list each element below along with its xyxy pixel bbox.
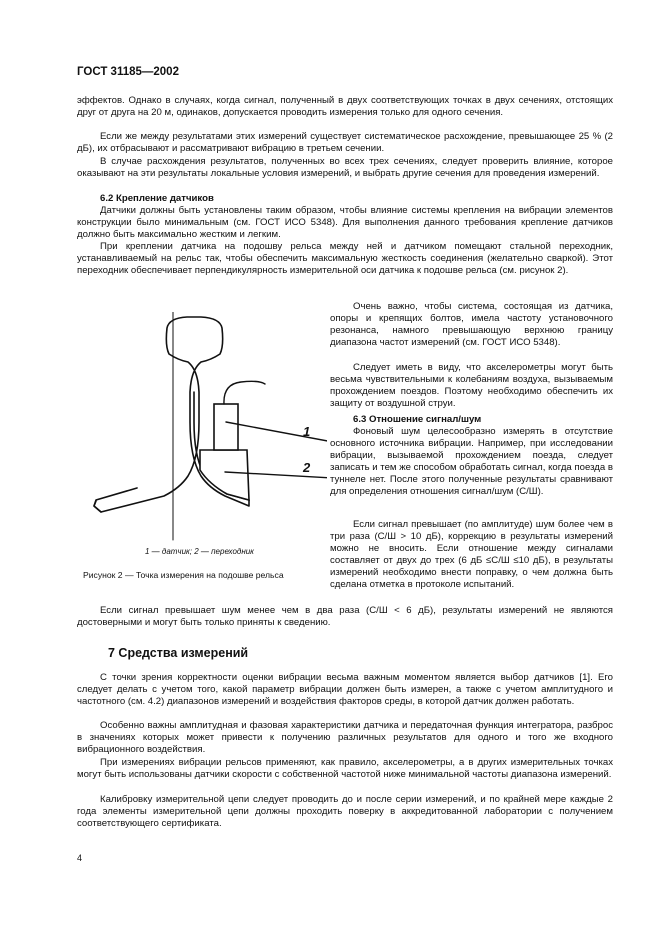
- page-number: 4: [77, 853, 83, 863]
- paragraph-7-2: Особенно важны амплитудная и фазовая характеристики датчика и передаточная функция интегратора, разброс в значениях которых может привести к получению различных результатов для одного и того же входного вибрационного воздействия.: [77, 720, 613, 756]
- document-header: ГОСТ 31185—2002: [77, 66, 179, 78]
- paragraph-6-2-2: При креплении датчика на подошву рельса между ней и датчиком помещают стальной переходник, устанавливаемый на рельс так, чтобы обеспечить максимальную жесткость соединения (желательно сваркой). Этот переходник обеспечивает перпендикулярность измерительной оси датчика к подошве рельса (см. рисунок 2).: [77, 241, 613, 277]
- sensor-shape: [214, 404, 238, 450]
- figure-label-1: 1: [303, 424, 311, 439]
- sensor-cable: [224, 381, 265, 404]
- paragraph-7-4: Калибровку измерительной цепи следует проводить до и после серии измерений, и по крайней мере каждые 2 года элементы измерительной цепи должны проходить поверку в аккредитованной лаборатории с получением соответствующего сертификата.: [77, 794, 613, 830]
- paragraph-three-sections: В случае расхождения результатов, полученных во всех трех сечениях, следует проверить влияние, которое оказывают на эти результаты локальные условия измерений, и выбрать другие сечения для проведения измерений.: [77, 156, 613, 180]
- figure-2: [77, 312, 327, 582]
- leader-line-1: [226, 422, 327, 442]
- rail-drawing: [77, 312, 327, 542]
- paragraph-discrepancy: Если же между результатами этих измерений существует систематическое расхождение, превышающее 25 % (2 дБ), их отбрасывают и рассматривают вибрацию в третьем сечении.: [77, 131, 613, 155]
- paragraph-6-3-2: Если сигнал превышает (по амплитуде) шум более чем в три раза (С/Ш > 10 дБ), коррекцию в результаты измерений можно не вносить. Если отношение между сигналами составляет от двух до трех (6 дБ ≤С/Ш ≤10 дБ), в результаты измерений необходимо внести поправку, о чем должна быть сделана отметка в протоколе испытаний.: [330, 519, 613, 591]
- paragraph-effects: эффектов. Однако в случаях, когда сигнал, полученный в двух соответствующих точках в двух сечениях, отстоящих друг от друга на 20 м, одинаков, допускается проводить измерения только для одного сечения.: [77, 95, 613, 119]
- figure-legend: 1 — датчик; 2 — переходник: [145, 547, 254, 556]
- paragraph-6-2-4: Следует иметь в виду, что акселерометры могут быть весьма чувствительными к колебаниям воздуха, вызываемым прохождением поездов. Поэтому необходимо обеспечить их защиту от воздушной струи.: [330, 362, 613, 410]
- paragraph-6-2-1: Датчики должны быть установлены таким образом, чтобы влияние системы крепления на вибрации элементов конструкции было минимальным (см. ГОСТ ИСО 5348). Для выполнения данного требования крепление датчиков должно быть максимально жестким и легким.: [77, 205, 613, 241]
- paragraph-6-3-1: Фоновый шум целесообразно измерять в отсутствие основного источника вибрации. Например, при исследовании вибрации, вызываемой прохождением поезда, следует записать и тем же способом обработать сигнал, когда поезда в туннеле нет. После этого полученные результаты сравнивают для определения отношения сигнал/шум (С/Ш).: [330, 426, 613, 498]
- section-6-2-title: 6.2 Крепление датчиков: [100, 193, 214, 204]
- section-6-3-title: 6.3 Отношение сигнал/шум: [353, 414, 482, 425]
- paragraph-6-3-3: Если сигнал превышает шум менее чем в два раза (С/Ш < 6 дБ), результаты измерений не являются достоверными и могут быть только приняты к сведению.: [77, 605, 613, 629]
- adapter-shape: [200, 450, 249, 500]
- paragraph-7-1: С точки зрения корректности оценки вибрации весьма важным моментом является выбор датчиков [1]. Его следует делать с учетом того, какой параметр вибрации должен быть измерен, а также с учетом амплитудного и частотного (см. 4.2) диапазонов измерений и воздействия факторов среды, в которой датчик должен работать.: [77, 672, 613, 708]
- paragraph-6-2-3: Очень важно, чтобы система, состоящая из датчика, опоры и крепящих болтов, имела частоту установочного резонанса, намного превышающую верхнюю границу диапазона частот измерений (см. ГОСТ ИСО 5348).: [330, 301, 613, 349]
- figure-label-2: 2: [303, 460, 311, 475]
- figure-caption: Рисунок 2 — Точка измерения на подошве рельса: [83, 570, 284, 580]
- section-7-title: 7 Средства измерений: [108, 646, 249, 660]
- paragraph-7-3: При измерениях вибрации рельсов применяют, как правило, акселерометры, а в других измерительных точках могут быть использованы датчики скорости с собственной частотой ниже минимальной частоты диапазона измерений.: [77, 757, 613, 781]
